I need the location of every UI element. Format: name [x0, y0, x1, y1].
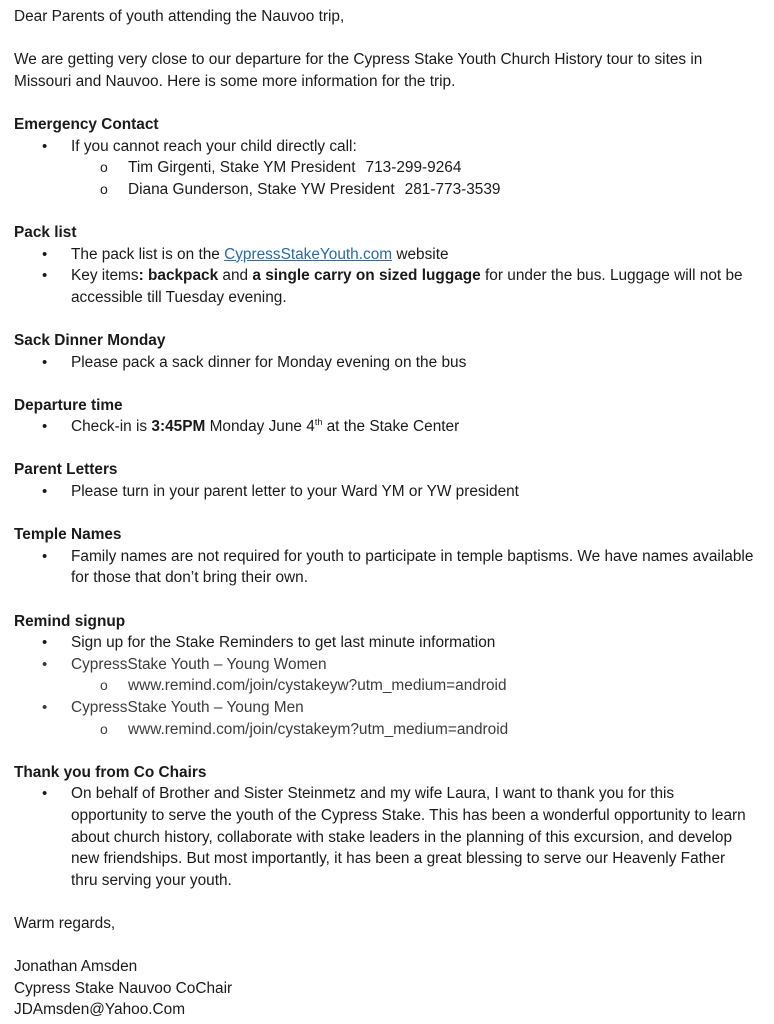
sack-dinner-list — [14, 352, 754, 374]
temple-names-list — [14, 546, 754, 589]
cypress-stake-youth-link[interactable]: CypressStakeYouth.com — [224, 245, 393, 263]
departure-item — [14, 416, 754, 438]
letter-document — [14, 6, 754, 1021]
departure-list — [14, 416, 754, 438]
parent-letters-heading: Parent Letters — [14, 461, 118, 479]
pack-item-text: for under the bus. Luggage will not be accessible till Tuesday evening. — [71, 267, 743, 306]
departure-time: 3:45PM — [151, 418, 206, 436]
remind-url: o www.remind.com/join/cystakeyw?utm_medium=android — [14, 675, 754, 697]
pack-item-bold: : backpack — [138, 267, 219, 285]
signature-name: Jonathan Amsden — [14, 958, 138, 976]
temple-names-heading: Temple Names — [14, 526, 122, 544]
pack-list-heading: Pack list — [14, 223, 77, 241]
signature-title: Cypress Stake Nauvoo CoChair — [14, 979, 233, 997]
contact-entry — [14, 157, 754, 179]
contact-phone: 281-773-3539 — [404, 180, 501, 198]
contact-phone: 713-299-9264 — [365, 159, 462, 177]
signature-email: JDAmsden@Yahoo.Com — [14, 1001, 186, 1019]
remind-list — [14, 632, 754, 740]
pack-item-text: and — [218, 267, 253, 285]
thank-you-item: • On behalf of Brother and Sister Steinmetz and my wife Laura, I want to thank you for this opportunity to serve the youth of the Cypress Stake. This has been a wonderful opportunity to learn about church history, collaborate with stake leaders in the planning of this excursion, and develop new friendships. But most importantly, it has been a great blessing to serve our Heavenly Father thru serving your youth. — [14, 783, 754, 891]
departure-text: Monday June 4 — [205, 418, 315, 436]
remind-group-label: • CypressStake Youth – Young Women — [14, 654, 754, 676]
remind-item: • Sign up for the Stake Reminders to get last minute information — [14, 632, 754, 654]
pack-item-text: Key items — [71, 267, 139, 285]
parent-letters-item: • Please turn in your parent letter to your Ward YM or YW president — [14, 481, 754, 503]
thank-you-heading: Thank you from Co Chairs — [14, 763, 207, 781]
parent-letters-list — [14, 481, 754, 503]
pack-list — [14, 244, 754, 309]
remind-group-label: • CypressStake Youth – Young Men — [14, 697, 754, 719]
contact-entry — [14, 179, 754, 201]
contact-name: Diana Gunderson, Stake YW President — [128, 180, 395, 198]
pack-list-item — [14, 265, 754, 308]
closing: Warm regards, — [14, 914, 116, 932]
pack-item-text: website — [392, 245, 449, 263]
pack-item-bold: a single carry on sized luggage — [252, 267, 481, 285]
pack-item-text: The pack list is on the — [71, 245, 225, 263]
emergency-contact-list — [14, 136, 754, 201]
departure-time-heading: Departure time — [14, 396, 123, 414]
pack-list-item — [14, 244, 754, 266]
emergency-contact-heading: Emergency Contact — [14, 115, 159, 133]
contact-name: Tim Girgenti, Stake YM President — [128, 159, 356, 177]
emergency-contact-item: • If you cannot reach your child directly call: — [14, 136, 754, 158]
temple-names-item: • Family names are not required for youth to participate in temple baptisms. We have names available for those that don’t bring their own. — [14, 546, 754, 589]
intro-paragraph: We are getting very close to our departure for the Cypress Stake Youth Church History tour to sites in Missouri and Nauvoo. Here is some more information for the trip. — [14, 51, 703, 90]
sack-dinner-item: • Please pack a sack dinner for Monday evening on the bus — [14, 352, 754, 374]
remind-url: o www.remind.com/join/cystakeym?utm_medium=android — [14, 719, 754, 741]
departure-text: Check-in is — [71, 418, 152, 436]
date-suffix: th — [314, 417, 323, 428]
greeting: Dear Parents of youth attending the Nauvoo trip, — [14, 8, 345, 25]
remind-signup-heading: Remind signup — [14, 612, 126, 630]
sack-dinner-heading: Sack Dinner Monday — [14, 331, 166, 349]
departure-text: at the Stake Center — [322, 418, 460, 436]
thank-you-list — [14, 783, 754, 891]
